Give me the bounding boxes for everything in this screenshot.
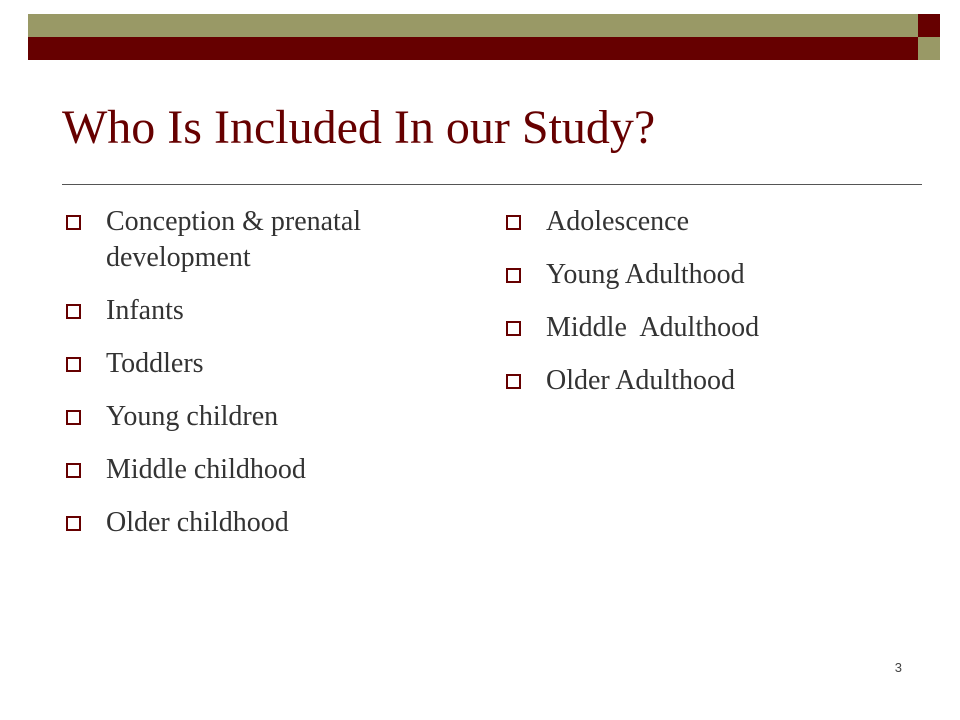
list-item: [66, 505, 466, 541]
hollow-square-icon: [506, 321, 521, 336]
list-item: [66, 293, 466, 329]
list-item-text: Middle Adulthood: [546, 312, 760, 343]
list-item: [506, 310, 906, 346]
header-corner-block-maroon: [918, 14, 940, 37]
title-divider: [62, 184, 922, 185]
list-item: [506, 204, 906, 240]
list-item: [66, 204, 466, 276]
hollow-square-icon: [66, 463, 81, 478]
hollow-square-icon: [66, 516, 81, 531]
hollow-square-icon: [66, 215, 81, 230]
page-number: 3: [894, 660, 902, 675]
list-item: [66, 452, 466, 488]
list-item: [66, 346, 466, 382]
left-bullet-list: [66, 204, 466, 558]
hollow-square-icon: [66, 357, 81, 372]
list-item-text: Toddlers: [106, 348, 204, 379]
right-bullet-list: [506, 204, 906, 416]
list-item-text: Adolescence: [546, 206, 690, 237]
header-corner-block-olive: [918, 37, 940, 60]
hollow-square-icon: [506, 374, 521, 389]
hollow-square-icon: [66, 410, 81, 425]
list-item-text: Older Adulthood: [546, 365, 735, 396]
list-item: [506, 363, 906, 399]
header-band-maroon: [28, 37, 940, 60]
list-item-text: Older childhood: [106, 507, 289, 538]
list-item: [66, 399, 466, 435]
hollow-square-icon: [66, 304, 81, 319]
hollow-square-icon: [506, 215, 521, 230]
list-item-text: Young children: [106, 401, 279, 432]
list-item: [506, 257, 906, 293]
list-item-text: Infants: [106, 295, 184, 326]
list-item-text: Conception & prenatal development: [106, 206, 362, 273]
slide-title: Who Is Included In our Study?: [62, 101, 656, 154]
list-item-text: Young Adulthood: [546, 259, 745, 290]
hollow-square-icon: [506, 268, 521, 283]
list-item-text: Middle childhood: [106, 454, 306, 485]
